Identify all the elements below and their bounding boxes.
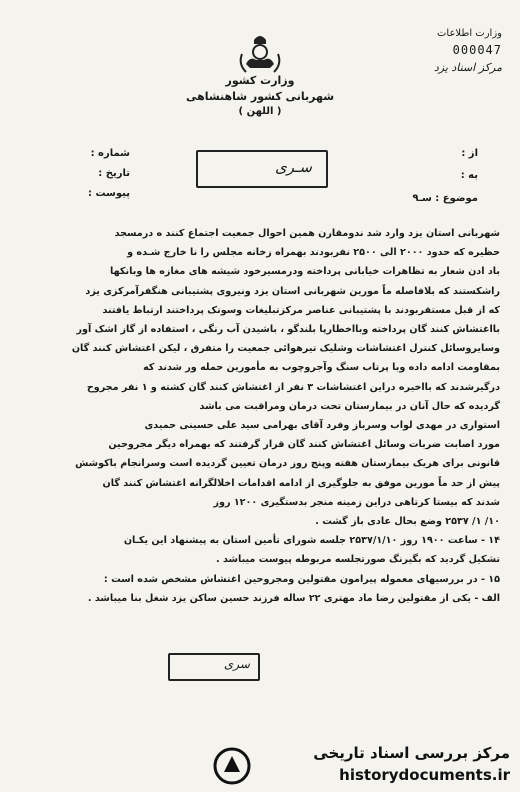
- archive-footer: [210, 744, 510, 790]
- document-number: 000047: [452, 43, 502, 57]
- body-line: حظیره که حدود ۲۰۰۰ الی ۲۵۰۰ نفربودند بهمراه زخانه مجلس را نا خارج شـده و: [127, 247, 500, 259]
- secret-stamp: [196, 150, 328, 188]
- body-line: تشکیل گردید که بگیرنگ صورتجلسه مربوطه پیوست میباشد .: [216, 554, 500, 566]
- secret-stamp-bottom-text: سری: [223, 657, 250, 671]
- secret-stamp-text: سـری: [275, 158, 312, 176]
- lion-and-sun-emblem-icon: [236, 30, 284, 76]
- body-line: وسایروسائل کنترل اغتشاشات وشلیک تیرهوائی جمعیت را متفرق ، لیکن اغتشاش کنند گان: [71, 343, 500, 355]
- body-line: مورد اصابت ضربات وسائل اغتشاش کنند گان قرار گرفتند که بهمراه دیگر مجروحین: [108, 439, 500, 451]
- field-date: تاریخ :: [98, 168, 130, 179]
- body-line: استواری در مهدی لواب وسرباز وفرد آقای بهرامی سید علی حسینی حمیدی: [144, 420, 500, 432]
- archive-reference: [392, 28, 502, 78]
- body-line: شدند که بیستا کرتاهی دراین زمینه منجر بدستگیری ۱۲۰۰ روز: [213, 496, 500, 508]
- body-line: گردیده که حال آنان در بیمارستان تحت درمان ومراقبت می باشد: [199, 400, 500, 412]
- archive-center: مرکز اسناد یزد: [433, 61, 502, 74]
- field-subject: موضوع : سـ۹: [412, 193, 478, 204]
- body-line: الف - یکی از مقتولین رضا ماد مهتری ۲۲ ساله فرزند حسین ساکن یزد شغل بنا میباشد .: [87, 592, 500, 604]
- body-line: شهربانی استان یزد وارد شد ندومقارن همین احوال جمعیت اجتماع کنند ه درمسجد: [114, 228, 500, 239]
- body-line: درگیرشدند که بااخیره دراین اغتشاشات ۳ نفر از اغتشاش کنند گان کشته و ۱ نفر مجروح: [86, 381, 500, 393]
- field-to: به :: [460, 170, 478, 181]
- body-line: بااغتشاش کنند گان پرداخته وبااخطارپا بلندگو ، باشیدن آب رنگی ، استفاده از گاز اشک آور: [76, 324, 500, 336]
- body-line: قانونی برای هریک بیمارستان هفته وپنج روز درمان تعیین گردیده است وسرانجام باکوشش: [75, 458, 500, 470]
- body-line: ۱۵ - در بررسیهای معموله پیرامون مقتولین ومجروحین اغتشاش مشخص شده است :: [103, 573, 500, 585]
- archive-logo-icon: [212, 746, 252, 786]
- field-from: از :: [461, 148, 478, 159]
- archive-footer-name: مرکز بررسی اسناد تاریخی: [313, 744, 510, 762]
- archive-footer-url: historydocuments.ir: [339, 766, 510, 784]
- police-heading: شهربانی کشور شاهنشاهی: [185, 90, 335, 103]
- body-line: پیش از حد ماً مورین موفق به جلوگیری از ادامه اقدامات اخلالگرانه اغتشاش کنند گان: [102, 477, 500, 489]
- body-line: ۱۴ - ساعت ۱۹۰۰ روز ۲۵۳۷/۱/۱۰ جلسه شورای تأمین استان به پیشنهاد این یکـان: [123, 535, 500, 547]
- body-line: بمقاومت ادامه داده وبا پرتاب سنگ وآجروچوب به مأمورین حمله ور شدند که: [143, 362, 500, 374]
- body-line: که از قبل مستقربودند با پشتیبانی عناصر مرکزتبلیغات وسوتک پرداختند ارتباط یافتند: [102, 304, 500, 316]
- field-attachment: پیوست :: [87, 188, 130, 199]
- field-number: شماره :: [90, 148, 130, 159]
- letter-body: [30, 224, 500, 608]
- secret-stamp-bottom: [168, 653, 260, 681]
- body-line: راشکستند که بلافاصله ماً مورین شهربانی استان یزد ونیروی پشتیبانی هنگفرآمرکزی یزد: [85, 285, 500, 297]
- body-line: باد ادن شعار به تظاهرات خیابانی پرداخته ودرمسیرخود شیشه های مغازه ها وبانکها: [110, 266, 500, 278]
- ministry-heading: وزارت کشور: [225, 74, 295, 87]
- archive-name: وزارت اطلاعات: [437, 28, 502, 39]
- police-subheading: ( اللهن ): [238, 106, 282, 117]
- body-line: ۱۰/ ۱/ ۲۵۳۷ وضع بحال عادی باز گشت .: [315, 516, 500, 528]
